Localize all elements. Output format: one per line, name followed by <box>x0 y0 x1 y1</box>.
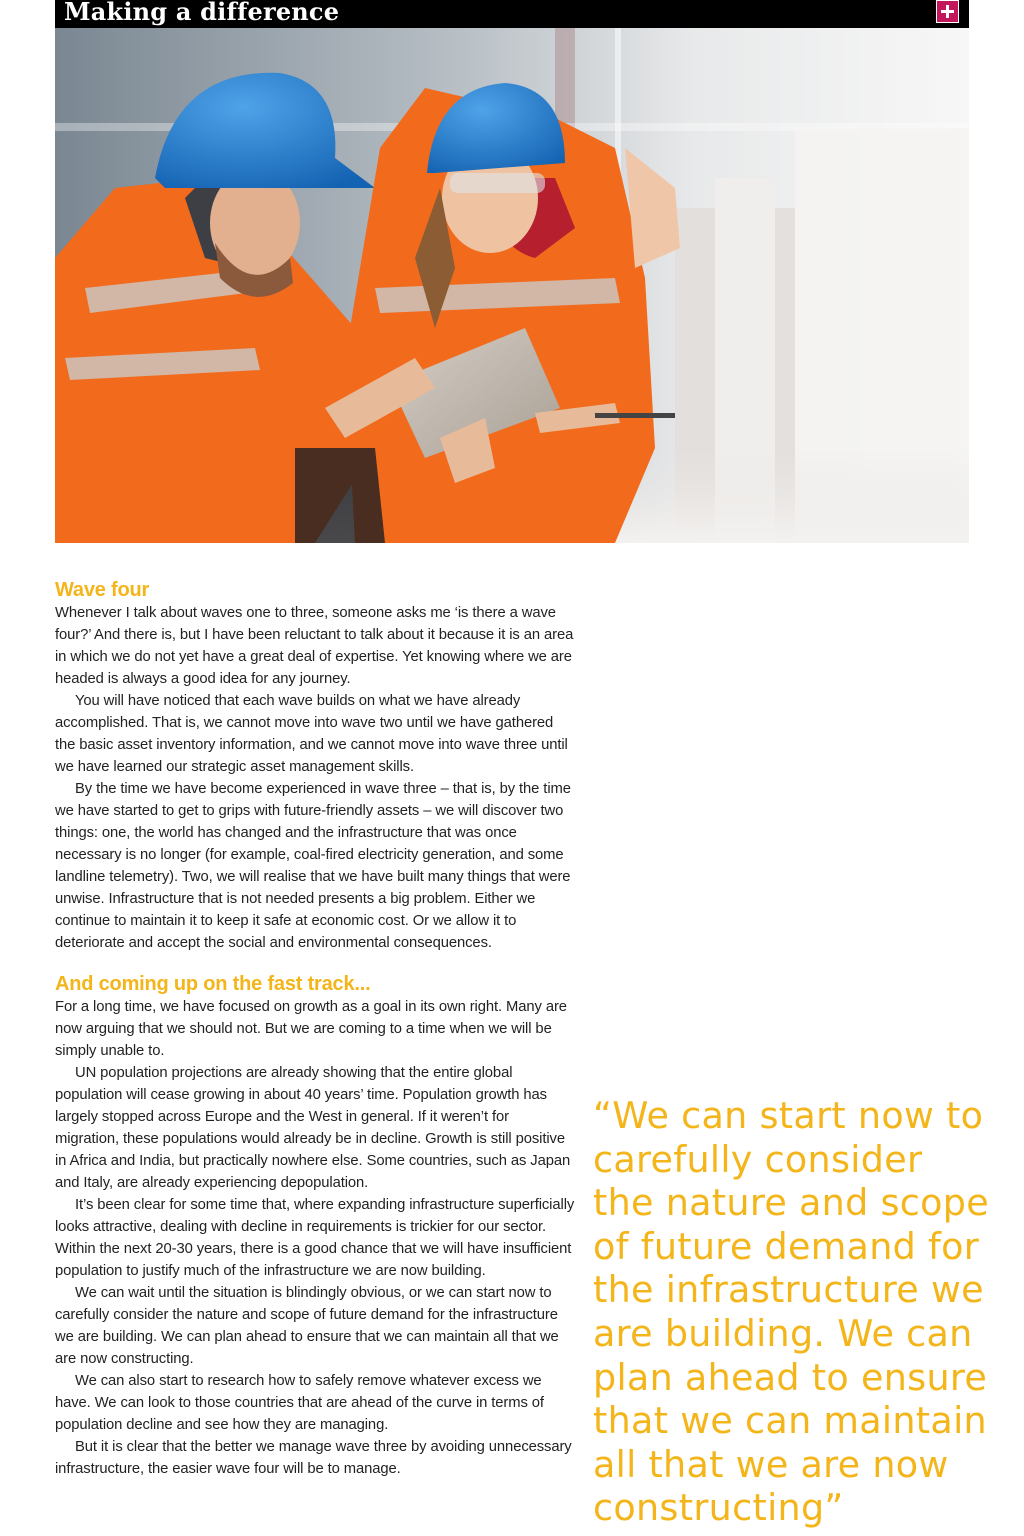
hero-image <box>55 28 969 543</box>
paragraph: For a long time, we have focused on growth as a goal in its own right. Many are now arguing that we should not. But we are coming to a time when we will be simply unable to. <box>55 999 567 1059</box>
paragraph: We can wait until the situation is blindingly obvious, or we can start now to carefully consider the nature and scope of future demand for the infrastructure we are building. We can plan ahead to ensure that we can maintain all that we are now constructing. <box>55 1285 559 1367</box>
paragraph: You will have noticed that each wave builds on what we have already accomplished. That is, we cannot move into wave two until we have gathered the basic asset inventory information, and we cannot move into wave three until we have learned our strategic asset management skills. <box>55 693 568 775</box>
paragraph: We can also start to research how to safely remove whatever excess we have. We can look to those countries that are ahead of the curve in terms of population decline and see how they are managing. <box>55 1373 544 1433</box>
section-heading: And coming up on the fast track... <box>55 973 371 995</box>
section-heading: Wave four <box>55 579 150 601</box>
article-body <box>55 578 575 1480</box>
photo-workers-icon <box>55 28 969 543</box>
pull-quote: “We can start now to carefully consider the nature and scope of future demand for the infrastructure we are building. We can plan ahead to ensure that we can maintain all that we are now constructing” <box>593 1094 990 1530</box>
paragraph: Whenever I talk about waves one to three, someone asks me ‘is there a wave four?’ And there is, but I have been reluctant to talk about it because it is an area in which we do not yet have a great deal of expertise. Yet knowing where we are headed is always a good idea for any journey. <box>55 605 574 687</box>
header-bar <box>55 0 969 28</box>
page-title: Making a difference <box>64 0 340 26</box>
paragraph: It’s been clear for some time that, where expanding infrastructure superficially looks attractive, dealing with decline in requirements is trickier for our sector. Within the next 20-30 years, there is a good chance that we will have insufficient population to justify much of the infrastructure we are now building. <box>55 1197 575 1279</box>
paragraph: But it is clear that the better we manage wave three by avoiding unnecessary infrastructure, the easier wave four will be to manage. <box>55 1439 572 1477</box>
paragraph: By the time we have become experienced in wave three – that is, by the time we have started to get to grips with future-friendly assets – we will discover two things: one, the world has changed and the infrastructure that was once necessary is no longer (for example, coal-fired electricity generation, and some landline telemetry). Two, we will realise that we have built many things that were unwise. Infrastructure that is not needed presents a big problem. Either we continue to maintain it to keep it safe at economic cost. Or we allow it to deteriorate and accept the social and environmental consequences. <box>55 781 571 951</box>
paragraph: UN population projections are already showing that the entire global population will cease growing in about 40 years’ time. Population growth has largely stopped across Europe and the West in general. If it weren’t for migration, these populations would already be in decline. Growth is still positive in Africa and India, but practically nowhere else. Some countries, such as Japan and Italy, are already experiencing depopulation. <box>55 1065 571 1191</box>
plus-icon[interactable] <box>936 0 959 23</box>
